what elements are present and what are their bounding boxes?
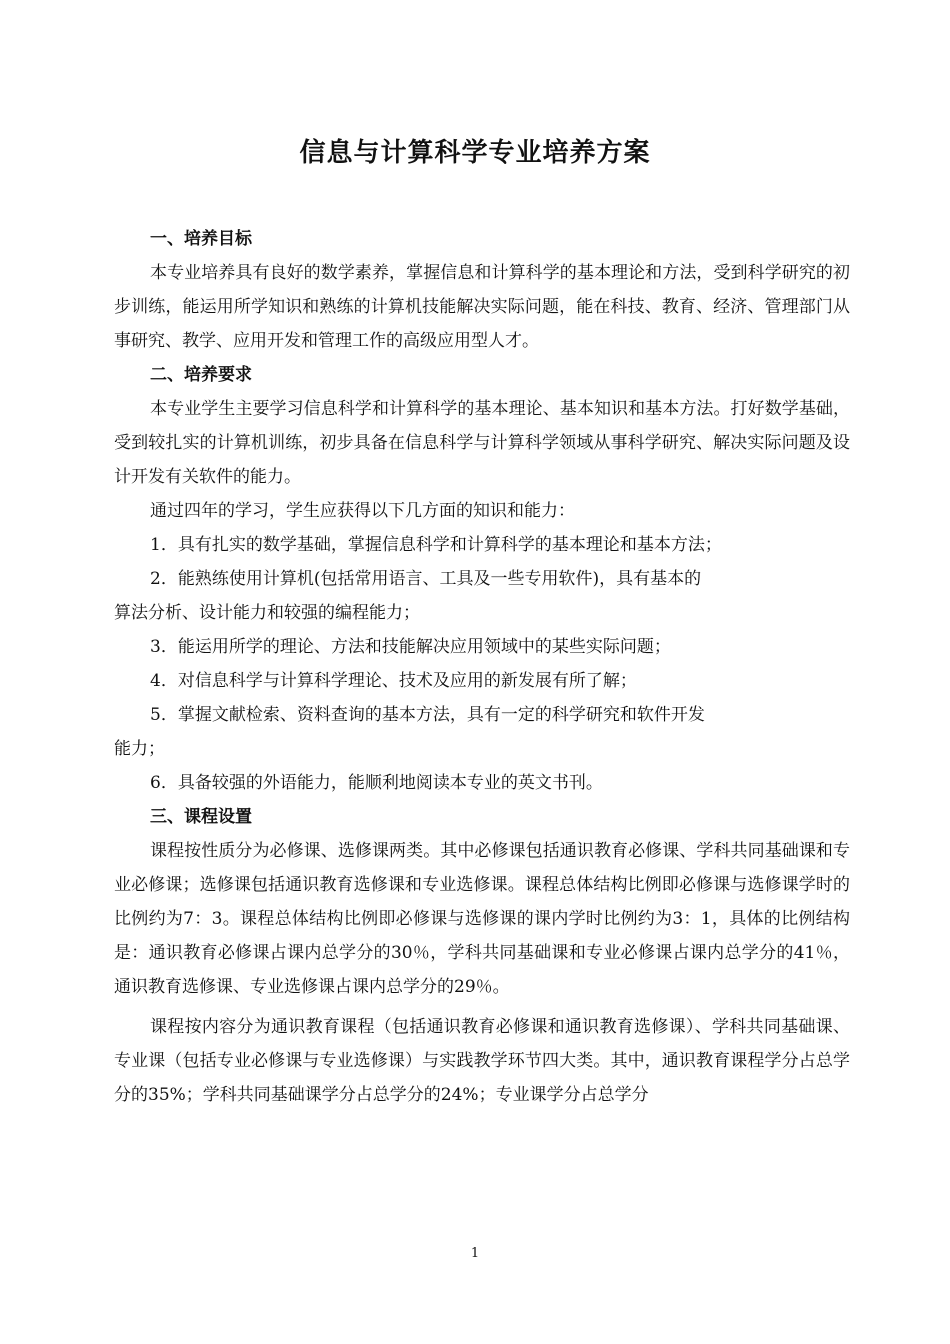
document-title: 信息与计算科学专业培养方案 bbox=[299, 138, 651, 168]
text-line: 本专业培养具有良好的数学素养，掌握信息和计算科学的基本理论和方法，受到科 bbox=[150, 263, 765, 283]
curriculum-paragraph-1 bbox=[114, 834, 850, 1004]
text-line: 数学基础，受到较扎实的计算机训练，初步具备在信息科学与计算科学领域从事科学研 bbox=[114, 399, 851, 453]
document-body bbox=[114, 222, 850, 1112]
text-line: 课程按性质分为必修课、选修课两类。其中必修课包括通识教育必修课、学科共同基 bbox=[150, 841, 782, 861]
section-heading-training-objectives: 一、培养目标 bbox=[150, 229, 252, 249]
page-number: 1 bbox=[470, 1246, 480, 1261]
requirement-item-5-continued: 能力； bbox=[114, 739, 165, 759]
requirement-item-2-continued: 算法分析、设计能力和较强的编程能力； bbox=[114, 603, 420, 623]
text-line: 课程按内容分为通识教育课程（包括通识教育必修课和通识教育选修课）、学科共同 bbox=[150, 1017, 782, 1037]
requirement-item-6: 6．具备较强的外语能力，能顺利地阅读本专业的英文书刊。 bbox=[150, 773, 603, 793]
curriculum-paragraph-2 bbox=[114, 1010, 850, 1112]
section-heading-training-requirements: 二、培养要求 bbox=[150, 365, 252, 385]
section-heading-curriculum: 三、课程设置 bbox=[150, 807, 252, 827]
requirements-intro: 通过四年的学习，学生应获得以下几方面的知识和能力： bbox=[150, 501, 575, 521]
requirement-item-1: 1．具有扎实的数学基础，掌握信息科学和计算科学的基本理论和基本方法； bbox=[150, 535, 722, 555]
text-line: 育课程学分占总学分的35%；学科共同基础课学分占总学分的24%；专业课学分占总学分 bbox=[114, 1051, 851, 1105]
requirements-paragraph bbox=[114, 392, 850, 494]
text-line: 例约为3：1，具体的比例结构是：通识教育必修课占课内总学分的30％，学科共同基础课 bbox=[114, 909, 850, 963]
requirement-item-5: 5．掌握文献检索、资料查询的基本方法，具有一定的科学研究和软件开发 bbox=[150, 705, 705, 725]
requirement-item-3: 3．能运用所学的理论、方法和技能解决应用领域中的某些实际问题； bbox=[150, 637, 671, 657]
text-line: 究、解决实际问题及设计开发有关软件的能力。 bbox=[114, 433, 851, 487]
requirement-item-2: 2．能熟练使用计算机(包括常用语言、工具及一些专用软件)，具有基本的 bbox=[150, 569, 702, 589]
text-line: 学研究的初步训练，能运用所学知识和熟练的计算机技能解决实际问题，能在科技、教育、 bbox=[114, 263, 851, 317]
text-line: 29％。 bbox=[454, 977, 510, 997]
text-line: 本专业学生主要学习信息科学和计算科学的基本理论、基本知识和基本方法。打好 bbox=[150, 399, 765, 419]
objectives-paragraph bbox=[114, 256, 850, 358]
text-line: 础课和专业必修课；选修课包括通识教育选修课和专业选修课。课程总体结构比例即必 bbox=[114, 841, 851, 895]
text-line: 基础课、专业课（包括专业必修课与专业选修课）与实践教学环节四大类。其中，通识教 bbox=[114, 1017, 851, 1071]
requirement-item-4: 4．对信息科学与计算科学理论、技术及应用的新发展有所了解； bbox=[150, 671, 637, 691]
text-line: 经济、管理部门从事研究、教学、应用开发和管理工作的高级应用型人才。 bbox=[114, 297, 851, 351]
text-line: 修课与选修课学时的比例约为7：3。课程总体结构比例即必修课与选修课的课内学时比 bbox=[114, 875, 850, 929]
text-line: 和专业必修课占课内总学分的41％，通识教育选修课、专业选修课占课内总学分的 bbox=[114, 943, 850, 997]
